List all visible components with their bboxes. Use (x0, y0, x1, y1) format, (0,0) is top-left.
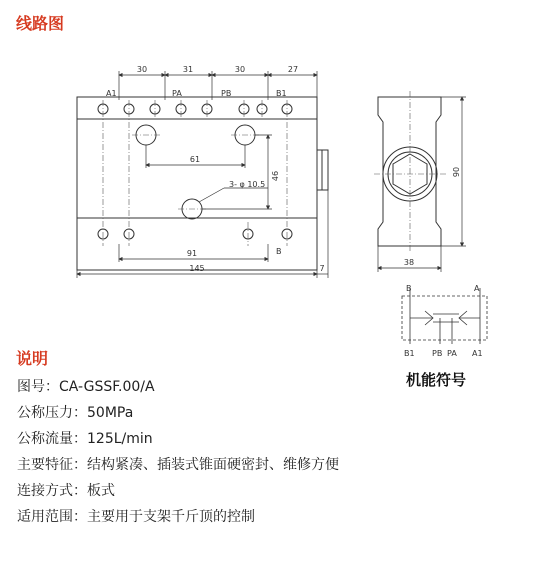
spec-value: 50MPa (87, 405, 134, 421)
function-symbol (402, 288, 487, 344)
spec-main-features (17, 454, 339, 474)
spec-label: 适用范围： (17, 509, 87, 525)
symbol-label-b: B (406, 284, 412, 293)
dim-61: 61 (189, 155, 201, 164)
spec-value: 主要用于支架千斤顶的控制 (87, 509, 255, 525)
spec-label: 公称流量： (17, 431, 87, 447)
dim-top-3: 30 (234, 65, 246, 74)
dim-7: 7 (319, 264, 325, 273)
spec-nominal-pressure (17, 402, 133, 422)
hole-callout: 3- φ 10.5 (229, 180, 266, 189)
port-pb: PB (221, 89, 232, 98)
dim-90: 90 (452, 166, 461, 178)
dim-145: 145 (189, 264, 205, 273)
spec-value: CA-GSSF.00/A (59, 379, 155, 395)
dim-top-4: 27 (287, 65, 299, 74)
port-pa: PA (172, 89, 182, 98)
diagram-heading: 线路图 (16, 14, 65, 33)
spec-connection (17, 480, 115, 500)
spec-value: 125L/min (87, 431, 153, 447)
bottom-port-holes (98, 229, 292, 239)
symbol-bottom-labels (0, 340, 547, 360)
side-view (378, 97, 441, 246)
symbol-label-pa: PA (447, 349, 457, 358)
port-b1: B1 (276, 89, 287, 98)
dim-top-2: 31 (182, 65, 194, 74)
dim-38: 38 (403, 258, 415, 267)
symbol-label-a1: A1 (472, 349, 483, 358)
spec-label: 主要特征： (17, 457, 87, 473)
description-heading: 说明 (16, 349, 49, 368)
spec-label: 连接方式： (17, 483, 87, 499)
symbol-label-b1: B1 (404, 349, 415, 358)
spec-label: 图号： (17, 379, 59, 395)
symbol-label-a: A (474, 284, 480, 293)
dim-top-1: 30 (136, 65, 148, 74)
top-port-holes (98, 104, 292, 114)
front-view (77, 97, 328, 270)
port-b: B (276, 247, 282, 256)
symbol-label-pb: PB (432, 349, 443, 358)
spec-value: 板式 (87, 483, 115, 499)
spec-nominal-flow (17, 428, 153, 448)
spec-label: 公称压力： (17, 405, 87, 421)
port-a1: A1 (106, 89, 117, 98)
function-symbol-caption: 机能符号 (406, 371, 467, 389)
front-view-body (77, 97, 317, 270)
spec-value: 结构紧凑、插装式锥面硬密封、维修方便 (87, 457, 339, 473)
dim-46: 46 (271, 170, 280, 182)
spec-application (17, 506, 255, 526)
spec-drawing-number (17, 376, 155, 396)
dim-91: 91 (186, 249, 198, 258)
